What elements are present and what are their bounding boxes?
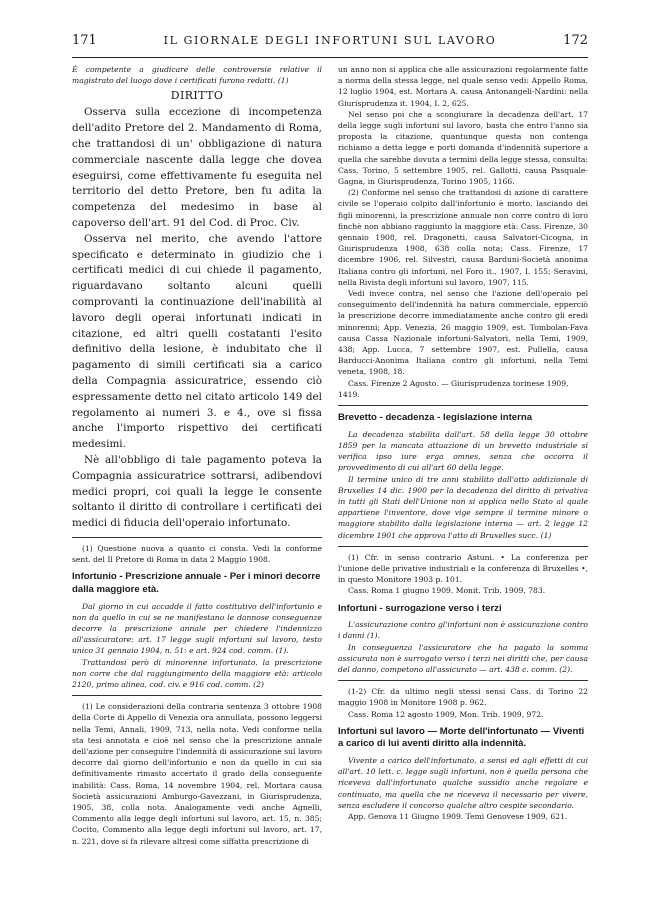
footnote-divider-brevetto (338, 546, 588, 547)
intro-maxim: È competente a giudicare delle controversie relative il magistrato del luogo dove i certificati furono redatti. (1) (72, 65, 322, 86)
page-number-left: 171 (72, 33, 97, 48)
paragraph-obligation: Nè all'obbligo di tale pagamento poteva la Compagnia assicuratrice sottrarsi, adibendovi medici propri, coi quali la legge le consente soltanto il diritto di controllare i certificati dei medici di fiducia dell'operaio infortunato. (72, 453, 322, 530)
right-column (338, 64, 588, 822)
source-roma-agosto: Cass. Roma 12 agosto 1909, Mon. Trib. 1909, 972. (348, 709, 544, 719)
section-divider-brevetto (338, 405, 588, 406)
heading-morte-infortunato: Infortuni sul lavoro — Morte dell'infortunato — Viventi a carico di lui aventi diritto alla indennità. (338, 725, 585, 750)
massima-surrogazione-2: In conseguenza l'assicuratore che ha pagato la somma assicurata non è surrogato verso i terzi nei diritti che, per causa del danno, competono all'assicurato — art. 438 c. comm. (2). (338, 642, 588, 674)
footnote-divider-2 (72, 695, 322, 696)
source-firenze: Cass. Firenze 2 Agosto. — Giurisprudenza torinese 1909, 1419. (338, 378, 569, 399)
massima-viventi: Vivente a carico dell'infortunato, a sensi ed agli effetti di cui all'art. 10 lett. c. legge sugli infortuni, non è quella persona che riceveva dall'infortunato qualche sussidio anche regolare e continuato, ma quella che ne riceveva il necessario per vivere, senza escludere il concorso qualche altro cespite secondario. (338, 755, 588, 810)
source-genova: App. Genova 11 Giugno 1909. Temi Genovese 1909, 621. (348, 811, 568, 821)
footnote-minorenni: (2) Conforme nel senso che trattandosi di azione di carattere civile se l'operaio colpito dall'infortunio è morto, lasciando dei figli minorenni, la prescrizione annuale non corre contro di loro finchè non abbiano raggiunto la maggiore età: Cass. Firenze, 30 gennaio 1908, rel. Dragonetti, causa Salvatori-Cicogna, in Giurisprudenza 1908, 638 colla nota; Cass. Firenze, 17 dicembre 1906, rel. Silvestri, causa Barduni-Società anonima Italiana contro gli infortuni, nel Foro it., 1907, I. 155; Seravini, nella Rivista degli infortuni sul lavoro, 1907, 115. (338, 188, 588, 287)
header-rule (72, 57, 588, 58)
footnote-divider-surrogazione (338, 680, 588, 681)
massima-prescrizione-2: Trattandosi però di minorenne infortunato, la prescrizione non corre che dal raggiungimento della maggiore età: articolo 2120, primo alinea, cod. civ. e 916 cod. comm. (2) (72, 657, 322, 689)
massima-brevetto-2: Il termine unico di tre anni stabilito dall'atto addizionale di Bruxelles 14 dic. 1900 per la decadenza del diritto di privativa in tutti gli Stati dell'Unione non si applica nello Stato al quale appartiene l'inventore, dove vige sempre il termine minore o maggiore stabilito dalla legislazione interna — art. 2 legge 12 dicembre 1901 che approva l'atto di Bruxelles succ. (1) (338, 474, 588, 540)
footnote-astuni: (1) Cfr. in senso contrario Astuni. • La conferenza per l'unione delle privative industriali e la conferenza di Bruxelles •, in questo Monitore 1903 p. 101. (338, 552, 588, 585)
massima-brevetto-1: La decadenza stabilita dall'art. 58 della legge 30 ottobre 1859 per la mancata attuazione di un brevetto industriale si verifica ipso iure erga omnes, senza che occorra il provvedimento di cui all'art 60 della legge. (338, 429, 588, 473)
footnote-decadenza: Nel senso poi che a scongiurare la decadenza dell'art. 17 della legge sugli infortuni sul lavoro, basta che entro l'anno sia proposta la citazione, quantunque questa non contenga richiamo a detta legge e porti domanda d'indennità superiore a quella che sarebbe dovuta a termini della legge stessa, consulta: Cass. Torino, 5 settembre 1905, rel. Gallotti, causa Pasquale-Gagna, in Giurisprudenza, Torino 1905, 1166. (338, 109, 588, 187)
heading-prescrizione: Infortunio - Prescrizione annuale - Per i minori decorre dalla maggiore età. (72, 571, 321, 595)
footnote-divider (72, 537, 322, 538)
footnote-question-new: (1) Questione nuova a quanto ci consta. Vedi la conforme sent. del Il Pretore di Roma in data 2 Maggio 1908. (72, 543, 322, 565)
massima-surrogazione-1: L'assicurazione contro gl'infortuni non è assicurazione contro i danni (1). (338, 620, 588, 641)
footnote-torino: (1-2) Cfr. da ultimo negli stessi sensi Cass. di Torino 22 maggio 1908 in Monitore 1908 p. 962. (338, 687, 588, 708)
page-number-right: 172 (563, 33, 588, 48)
left-column (72, 64, 322, 847)
section-title-diritto: DIRITTO (170, 89, 224, 103)
page-header (72, 33, 588, 51)
heading-surrogazione: Infortuni - surrogazione verso i terzi (338, 602, 502, 614)
paragraph-merit: Osserva nel merito, che avendo l'attore specificato e determinato in giudizio che i certificati medici di cui chiede il pagamento, riguardavano soltanto alcuni quelli comprovanti la continuazione dell'inabilità al lavoro degli operai infortunati indicati in citazione, ed altri quelli costatanti l'esito definitivo della lesione, è indubitato che il pagamento di simili certificati sia a carico della Compagnia assicuratrice, essendo ciò espressamente detto nel citato articolo 149 del regolamento ai numeri 3. e 4., ove si fissa anche l'importo rispettivo dei certificati medesimi. (72, 232, 322, 451)
massima-prescrizione-1: Dal giorno in cui accadde il fatto costitutivo dell'infortunio e non da quello in cui se ne manifestano le dannose conseguenze decorre la prescrizione annale per chiedere l'indennizzo all'assicuratore: art. 17 legge sugli infortuni sul lavoro, testo unico 31 gennaio 1904, n. 51: e art. 924 cod. comm. (1). (72, 601, 322, 656)
footnote-venezia: (1) Le considerazioni della contraria sentenza 3 ottobre 1908 della Corte di Appello di Venezia ora annullata, possono leggersi nella Temi, Annali, 1909, 713, nella nota. Vedi conforme nella sta tesi annotata e cioè nel senso che la prescrizione annale dell'azione per conseguire l'indennità di assicurazione sul lavoro decorre dal giorno dell'infortunio e non da quello in cui sia definitivamente rimasto accertato il grado della conseguente inabilità: Cass. Roma, 14 novembre 1904, rel. Mortara causa Società assicurazioni Amburgo-Gavezzani, in Giurisprudenza, 1905, 38, colla nota. Analogamente vedi anche Agnelli, Commento alla legge degli infortuni sul lavoro, art. 15, n. 385; Cocito, Commento alla legge degli infortuni sul lavoro, art. 17, n. 221, dove si fa rilevare altresì come siffatta prescrizione di (72, 702, 322, 846)
source-roma-giugno: Cass. Roma 1 giugno 1909. Monit. Trib. 1909, 783. (348, 586, 546, 596)
journal-title: IL GIORNALE DEGLI INFORTUNI SUL LAVORO (163, 34, 497, 47)
footnote-continuation: un anno non si applica che alle assicurazioni regolarmente fatte a norma della stessa legge, nel quale senso vedi: Appello Roma, 12 luglio 1904, est. Mortara A. causa Antonangeli-Nardini: nella Giurisprudenza it. 1904, I. 2, 625. (338, 65, 588, 108)
paragraph-competence: Osserva sulla eccezione di incompetenza dell'adito Pretore del 2. Mandamento di Roma, che trattandosi di un' obbligazione di natura commerciale nascente dalla legge che dovea eseguirsi, come effettivamente fu eseguita nel territorio del detto Pretore, ben fu adita la competenza del medesimo in base al capoverso dell'art. 91 del Cod. di Proc. Civ. (72, 106, 322, 229)
heading-brevetto: Brevetto - decadenza - legislazione interna (338, 412, 533, 424)
footnote-contra: Vedi invece contra, nel senso che l'azione dell'operaio pel conseguimento dell'indennità ha natura commerciale, epperciò la prescrizione decorre immediatamente anche contro gli eredi minorenni; App. Venezia, 26 maggio 1909, est. Tombolan-Fava causa Cassa Nazionale infortuni-Salvatori, nella Temi, 1909, 438; App. Lucca, 7 settembre 1907, est. Pullella, causa Barducci-Anonima Italiana contro gli infortuni, nella Temi veneta, 1908, 18. (338, 289, 588, 377)
